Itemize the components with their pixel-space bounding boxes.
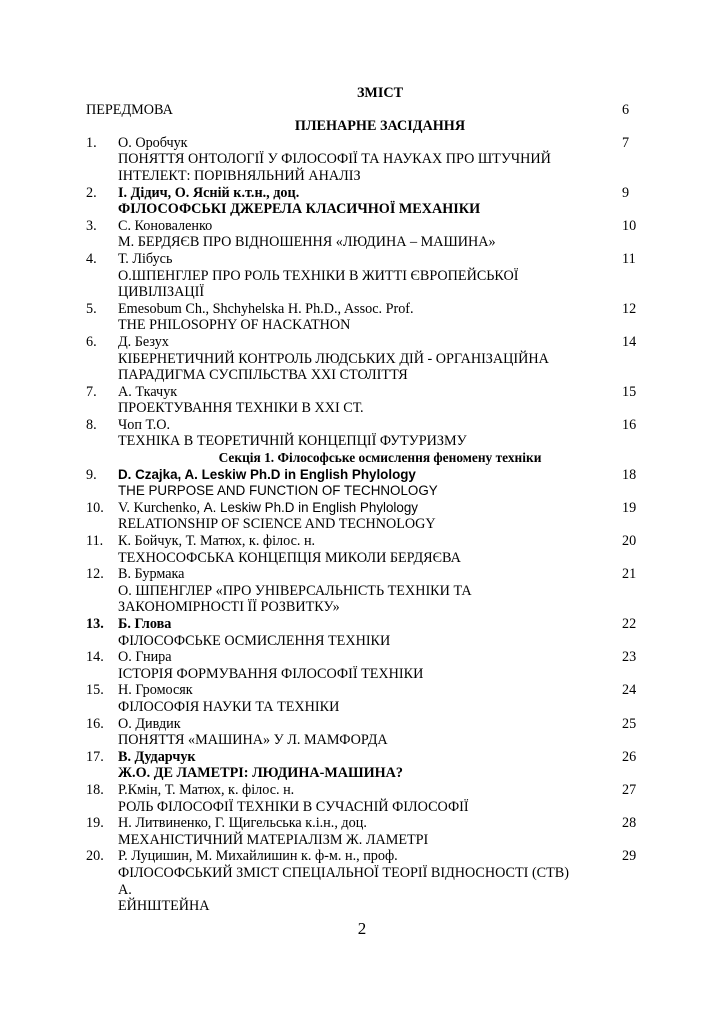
entry-title-line: О.ШПЕНГЛЕР ПРО РОЛЬ ТЕХНІКИ В ЖИТТІ ЄВРОПЕЙСЬКОЇ — [118, 267, 519, 284]
entry-title-line: ПРОЕКТУВАННЯ ТЕХНІКИ В XXI СТ. — [118, 400, 364, 417]
entry-author-name: Д. Безух — [118, 333, 169, 350]
entry-number: 4. — [86, 250, 97, 267]
entry-page: 14 — [622, 333, 637, 350]
entry-author-name: В. Бурмака — [118, 566, 185, 583]
entry-author-name: В. Дударчук — [118, 748, 196, 765]
toc-entry — [86, 782, 642, 815]
entry-page: 24 — [622, 682, 637, 699]
entry-author — [118, 218, 586, 235]
entry-body — [118, 218, 622, 251]
entry-author-name: Чоп Т.О. — [118, 416, 171, 433]
page-number: 2 — [357, 919, 367, 938]
toc-entry — [86, 185, 642, 218]
entry-number: 16. — [86, 715, 104, 732]
entry-page: 11 — [622, 250, 636, 267]
entry-page: 16 — [622, 416, 637, 433]
entry-title-line: ПОНЯТТЯ «МАШИНА» У Л. МАМФОРДА — [118, 732, 388, 749]
entry-number: 15. — [86, 682, 104, 699]
toc-entry — [86, 417, 642, 450]
entry-number: 8. — [86, 416, 97, 433]
entry-page: 9 — [622, 184, 630, 201]
entry-body — [118, 467, 622, 500]
entry-body — [118, 135, 622, 185]
toc-entry — [86, 649, 642, 682]
entry-title-line: О. ШПЕНГЛЕР «ПРО УНІВЕРСАЛЬНІСТЬ ТЕХНІКИ ТА — [118, 582, 472, 599]
toc-entry — [86, 467, 642, 500]
entry-title-line: ФІЛОСОФСЬКІ ДЖЕРЕЛА КЛАСИЧНОЇ МЕХАНІКИ — [118, 201, 481, 218]
entry-title-line: THE PHILOSOPHY OF HACKATHON — [118, 317, 351, 334]
entry-title-line: ФІЛОСОФСЬКИЙ ЗМІСТ СПЕЦІАЛЬНОЇ ТЕОРІЇ ВІДНОСНОСТІ (СТВ) А. — [118, 864, 569, 898]
toc-entry — [86, 682, 642, 715]
entry-body — [118, 185, 622, 218]
entry-title-line: ФІЛОСОФІЯ НАУКИ ТА ТЕХНІКИ — [118, 698, 340, 715]
entry-author-name: Emesobum Ch., Shchyhelska H. Ph.D., Assoc. Prof. — [118, 300, 414, 317]
entry-number: 10. — [86, 499, 104, 516]
toc-entry — [86, 848, 642, 914]
entry-author-name: Р. Луцишин, М. Михайлишин к. ф-м. н., проф. — [118, 848, 398, 865]
entry-page: 15 — [622, 383, 637, 400]
entry-author-name: Н. Громосяк — [118, 682, 193, 699]
entry-body — [118, 749, 622, 782]
entry-number: 19. — [86, 815, 104, 832]
entry-author-name: О. Дивдик — [118, 715, 181, 732]
entry-author-name: А. Ткачук — [118, 383, 178, 400]
entry-title-line: ФІЛОСОФСЬКЕ ОСМИСЛЕННЯ ТЕХНІКИ — [118, 632, 391, 649]
toc-entry — [86, 716, 642, 749]
entry-body — [118, 251, 622, 301]
entry-page: 27 — [622, 781, 637, 798]
entry-author — [118, 649, 586, 666]
entry-author — [118, 716, 586, 733]
entry-author-name: Н. Литвиненко, Г. Щигельська к.і.н., доц. — [118, 815, 367, 832]
entry-title-line: ІСТОРІЯ ФОРМУВАННЯ ФІЛОСОФІЇ ТЕХНІКИ — [118, 665, 424, 682]
entry-number: 2. — [86, 184, 97, 201]
entry-title-line: ЕЙНШТЕЙНА — [118, 898, 210, 915]
entry-title-line: КІБЕРНЕТИЧНИЙ КОНТРОЛЬ ЛЮДСЬКИХ ДІЙ - ОРГАНІЗАЦІЙНА — [118, 350, 549, 367]
entry-author-name: Т. Лібусь — [118, 250, 173, 267]
entry-body — [118, 566, 622, 616]
entry-body — [118, 616, 622, 649]
entry-author-name: К. Бойчук, Т. Матюх, к. філос. н. — [118, 533, 316, 550]
entry-author — [118, 682, 586, 699]
entry-page: 22 — [622, 616, 637, 632]
entry-title-line: ІНТЕЛЕКТ: ПОРІВНЯЛЬНИЙ АНАЛІЗ — [118, 167, 361, 184]
entry-page: 25 — [622, 715, 637, 732]
toc-title: ЗМІСТ — [356, 85, 404, 101]
preface-row — [86, 102, 642, 119]
entry-number: 9. — [86, 466, 97, 483]
toc-entry — [86, 566, 642, 616]
entry-title-line: THE PURPOSE AND FUNCTION OF TECHNOLOGY — [118, 483, 438, 499]
entry-page: 26 — [622, 748, 637, 765]
entry-page: 23 — [622, 649, 637, 666]
entry-number: 13. — [86, 616, 104, 632]
entry-page: 21 — [622, 566, 637, 583]
entry-author — [118, 848, 586, 865]
preface-label: ПЕРЕДМОВА — [86, 101, 173, 118]
entry-body — [118, 500, 622, 533]
entry-author — [118, 467, 586, 484]
section1-heading: Секція 1. Філософське осмислення феномену техніки — [218, 450, 542, 466]
entry-title-line: МЕХАНІСТИЧНИЙ МАТЕРІАЛІЗМ Ж. ЛАМЕТРІ — [118, 831, 429, 848]
entry-body — [118, 417, 622, 450]
toc-entry — [86, 301, 642, 334]
entry-title-line: РОЛЬ ФІЛОСОФІЇ ТЕХНІКИ В СУЧАСНІЙ ФІЛОСОФІЇ — [118, 798, 469, 815]
entry-title-line: ЦИВІЛІЗАЦІЇ — [118, 284, 205, 301]
entry-page: 18 — [622, 466, 637, 483]
toc-entry — [86, 135, 642, 185]
entry-body — [118, 848, 622, 914]
entry-body — [118, 533, 622, 566]
entry-title-line: RELATIONSHIP OF SCIENCE AND TECHNOLOGY — [118, 516, 436, 533]
toc-entry — [86, 251, 642, 301]
entry-number: 7. — [86, 383, 97, 400]
toc-entry — [86, 749, 642, 782]
entry-number: 18. — [86, 781, 104, 798]
entry-author-plain: V. Kurchenko, — [118, 499, 204, 516]
entry-body — [118, 384, 622, 417]
plenary-entries — [86, 135, 642, 450]
entry-author — [118, 417, 586, 434]
preface-page: 6 — [622, 101, 630, 118]
entry-body — [118, 682, 622, 715]
toc-entry — [86, 815, 642, 848]
toc-entry — [86, 533, 642, 566]
entry-author — [118, 616, 586, 633]
toc-entry — [86, 218, 642, 251]
entry-body — [118, 782, 622, 815]
entry-author — [118, 815, 586, 832]
entry-author — [118, 185, 586, 202]
entry-author-name: A. Leskiw Ph.D in English Phylology — [203, 499, 418, 515]
entry-author-name: Р.Кмін, Т. Матюх, к. філос. н. — [118, 781, 295, 798]
entry-author — [118, 384, 586, 401]
entry-author — [118, 251, 586, 268]
toc-entry — [86, 616, 642, 649]
entry-body — [118, 301, 622, 334]
entry-page: 19 — [622, 499, 637, 516]
entry-title-line: М. БЕРДЯЄВ ПРО ВІДНОШЕННЯ «ЛЮДИНА – МАШИНА» — [118, 234, 496, 251]
entry-author-name: С. Коноваленко — [118, 217, 213, 234]
entry-title-line: ЗАКОНОМІРНОСТІ ЇЇ РОЗВИТКУ» — [118, 599, 340, 616]
entry-number: 14. — [86, 649, 104, 666]
entry-author-name: І. Дідич, О. Ясній к.т.н., доц. — [118, 184, 300, 201]
entry-page: 10 — [622, 217, 637, 234]
entry-number: 17. — [86, 748, 104, 765]
entry-title-line: Ж.О. ДЕ ЛАМЕТРІ: ЛЮДИНА-МАШИНА? — [118, 765, 403, 782]
entry-author — [118, 301, 586, 318]
section1-entries — [86, 467, 642, 915]
entry-title-line: ТЕХНОСОФСЬКА КОНЦЕПЦІЯ МИКОЛИ БЕРДЯЄВА — [118, 549, 461, 566]
entry-body — [118, 334, 622, 384]
entry-author — [118, 533, 586, 550]
entry-page: 20 — [622, 533, 637, 550]
entry-number: 3. — [86, 217, 97, 234]
toc-entry — [86, 384, 642, 417]
entry-author — [118, 566, 586, 583]
toc-entry — [86, 500, 642, 533]
entry-author — [118, 749, 586, 766]
entry-author-name: D. Czajka, A. Leskiw Ph.D in English Phylology — [118, 466, 416, 482]
entry-author-name: О. Оробчук — [118, 134, 188, 151]
entry-title-line: ПОНЯТТЯ ОНТОЛОГІЇ У ФІЛОСОФІЇ ТА НАУКАХ ПРО ШТУЧНИЙ — [118, 151, 551, 168]
entry-page: 7 — [622, 134, 630, 151]
entry-author — [118, 334, 586, 351]
entry-body — [118, 716, 622, 749]
table-of-contents — [86, 85, 642, 915]
entry-body — [118, 815, 622, 848]
entry-number: 11. — [86, 533, 104, 550]
entry-number: 1. — [86, 134, 97, 151]
entry-title-line: ПАРАДИГМА СУСПІЛЬСТВА XXI СТОЛІТТЯ — [118, 367, 408, 384]
entry-number: 6. — [86, 333, 97, 350]
entry-author — [118, 135, 586, 152]
entry-author-name: Б. Глова — [118, 616, 172, 632]
entry-page: 12 — [622, 300, 637, 317]
entry-author-name: О. Гнира — [118, 649, 172, 666]
entry-author — [118, 500, 586, 517]
entry-title-line: ТЕХНІКА В ТЕОРЕТИЧНІЙ КОНЦЕПЦІЇ ФУТУРИЗМУ — [118, 433, 467, 450]
entry-number: 20. — [86, 848, 104, 865]
entry-page: 28 — [622, 815, 637, 832]
entry-body — [118, 649, 622, 682]
entry-author — [118, 782, 586, 799]
entry-page: 29 — [622, 848, 637, 865]
entry-number: 5. — [86, 300, 97, 317]
plenary-heading: ПЛЕНАРНЕ ЗАСІДАННЯ — [294, 118, 466, 135]
entry-number: 12. — [86, 566, 104, 583]
toc-entry — [86, 334, 642, 384]
